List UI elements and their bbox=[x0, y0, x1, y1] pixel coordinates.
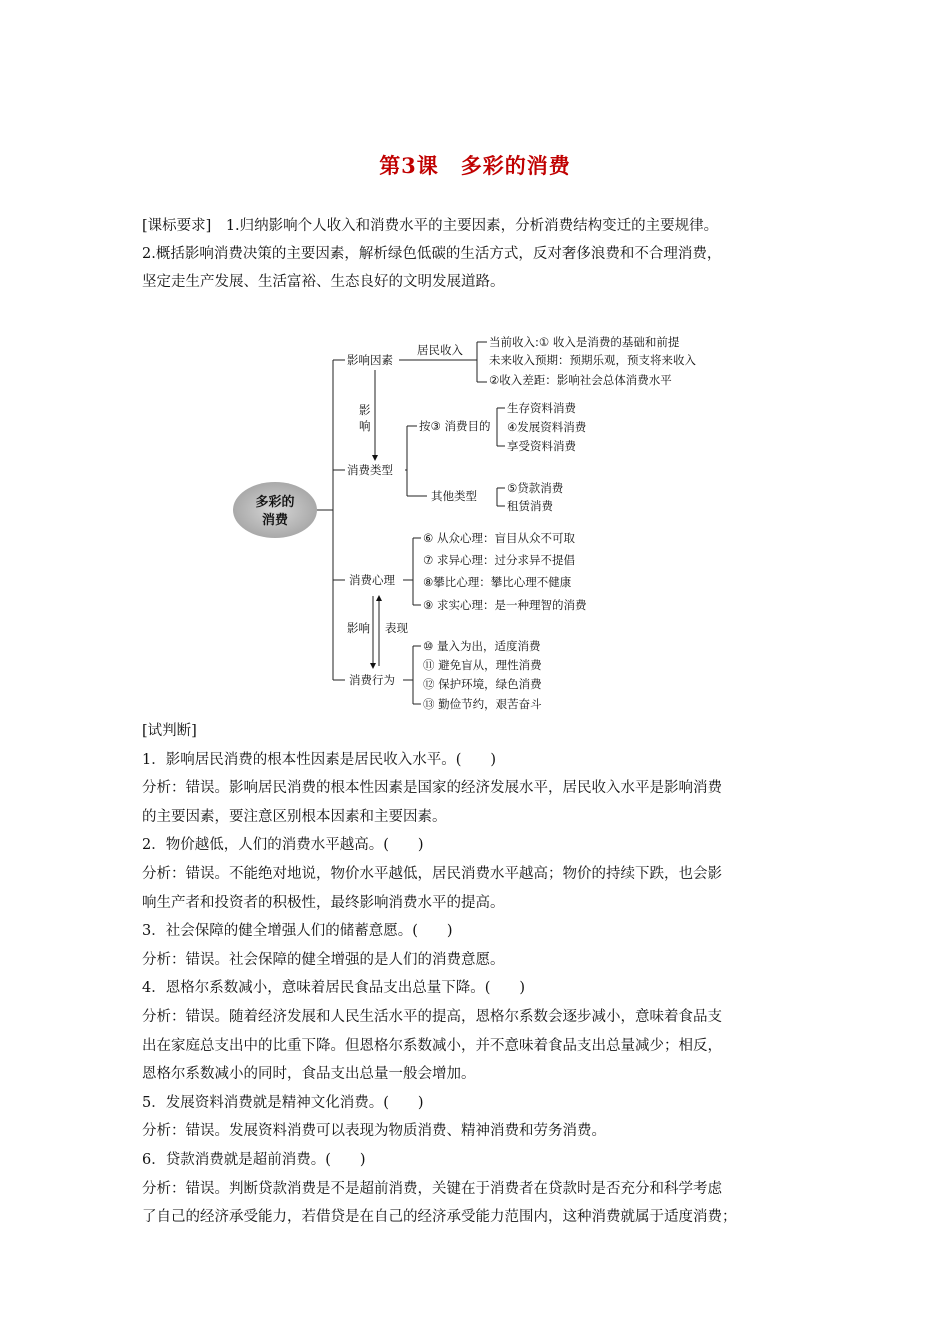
judgement-line: 4．恩格尔系数减小，意味着居民食品支出总量下降。( ) bbox=[142, 980, 526, 997]
judgement-line: 5．发展资料消费就是精神文化消费。( ) bbox=[142, 1094, 424, 1111]
judgement-line: 出在家庭总支出中的比重下降。但恩格尔系数减小，并不意味着食品支出总量减少；相反， bbox=[142, 1037, 722, 1054]
influence-vertical-2: 响 bbox=[359, 419, 371, 433]
judgement-line: 1．影响居民消费的根本性因素是居民收入水平。( ) bbox=[142, 751, 497, 768]
behavior-item-2: ⑪ 避免盲从，理性消费 bbox=[423, 658, 542, 672]
behavior-item-3: ⑫ 保护环境，绿色消费 bbox=[423, 677, 542, 691]
judgement-line: 分析：错误。发展资料消费可以表现为物质消费、精神消费和劳务消费。 bbox=[142, 1123, 606, 1140]
behavior-item-1: ⑩ 量入为出，适度消费 bbox=[423, 639, 541, 653]
branch-consumption-types: 消费类型 bbox=[347, 463, 393, 477]
judgement-line: 分析：错误。判断贷款消费是不是超前消费，关键在于消费者在贷款时是否充分和科学考虑 bbox=[142, 1180, 722, 1197]
influence-label: 影响 bbox=[347, 621, 370, 635]
judgement-line: 分析：错误。随着经济发展和人民生活水平的提高，恩格尔系数会逐步减小，意味着食品支 bbox=[142, 1008, 722, 1025]
purpose-item-1: 生存资料消费 bbox=[507, 401, 576, 415]
center-label-1: 多彩的 bbox=[255, 495, 295, 510]
center-label-2: 消费 bbox=[261, 513, 289, 528]
judgement-line: 了自己的经济承受能力，若借贷是在自己的经济承受能力范围内，这种消费就属于适度消费； bbox=[142, 1209, 737, 1226]
psych-item-4: ⑨ 求实心理：是一种理智的消费 bbox=[423, 598, 587, 612]
branch-consumer-behavior: 消费行为 bbox=[349, 673, 395, 687]
purpose-item-2: ④发展资料消费 bbox=[507, 420, 587, 434]
by-purpose-node: 按③ 消费目的 bbox=[419, 419, 491, 433]
judgement-line: 2．物价越低，人们的消费水平越高。( ) bbox=[142, 837, 424, 854]
judgement-line: 6．贷款消费就是超前消费。( ) bbox=[142, 1151, 366, 1168]
psych-item-1: ⑥ 从众心理：盲目从众不可取 bbox=[423, 531, 575, 545]
judgement-line: 响生产者和投资者的积极性，最终影响消费水平的提高。 bbox=[142, 894, 505, 911]
other-types-node: 其他类型 bbox=[431, 489, 477, 503]
judgement-line: 分析：错误。不能绝对地说，物价水平越低，居民消费水平越高；物价的持续下跌，也会影 bbox=[142, 865, 722, 882]
psych-item-3: ⑧攀比心理：攀比心理不健康 bbox=[423, 575, 572, 589]
requirements-line-2: 2.概括影响消费决策的主要因素，解析绿色低碳的生活方式，反对奢侈浪费和不合理消费， bbox=[142, 246, 722, 262]
behavior-item-4: ⑬ 勤俭节约，艰苦奋斗 bbox=[423, 697, 542, 711]
judgement-line: 的主要因素，要注意区别根本因素和主要因素。 bbox=[142, 808, 447, 825]
requirements-line-3: 坚定走生产发展、生活富裕、生态良好的文明发展道路。 bbox=[142, 274, 505, 290]
purpose-item-3: 享受资料消费 bbox=[507, 439, 576, 453]
psych-item-2: ⑦ 求异心理：过分求异不提倡 bbox=[423, 553, 575, 567]
center-node bbox=[233, 482, 317, 538]
express-label: 表现 bbox=[385, 621, 408, 635]
judgement-line: 分析：错误。社会保障的健全增强的是人们的消费意愿。 bbox=[142, 951, 505, 968]
mind-map-diagram bbox=[225, 318, 745, 718]
branch-consumer-psychology: 消费心理 bbox=[349, 573, 395, 587]
influence-vertical-1: 影 bbox=[359, 403, 371, 417]
page-title: 第3课 多彩的消费 bbox=[379, 153, 571, 178]
requirements-line-1: [课标要求] 1.归纳影响个人收入和消费水平的主要因素，分析消费结构变迁的主要规律。 bbox=[142, 218, 719, 234]
income-node: 居民收入 bbox=[417, 343, 463, 357]
branch-influence-factors: 影响因素 bbox=[347, 353, 393, 367]
judgement-line: 分析：错误。影响居民消费的根本性因素是国家的经济发展水平，居民收入水平是影响消费 bbox=[142, 780, 722, 797]
other-item-2: 租赁消费 bbox=[507, 499, 553, 513]
judgement-section bbox=[142, 717, 832, 1232]
other-item-1: ⑤贷款消费 bbox=[507, 481, 564, 495]
income-item-2: 未来收入预期：预期乐观，预支将来收入 bbox=[489, 353, 696, 367]
judgement-heading: [试判断] bbox=[142, 723, 197, 739]
judgement-line: 恩格尔系数减小的同时，食品支出总量一般会增加。 bbox=[142, 1066, 476, 1083]
income-item-3: ②收入差距：影响社会总体消费水平 bbox=[489, 373, 672, 387]
judgement-line: 3．社会保障的健全增强人们的储蓄意愿。( ) bbox=[142, 923, 453, 940]
income-item-1: 当前收入:① 收入是消费的基础和前提 bbox=[489, 335, 680, 349]
